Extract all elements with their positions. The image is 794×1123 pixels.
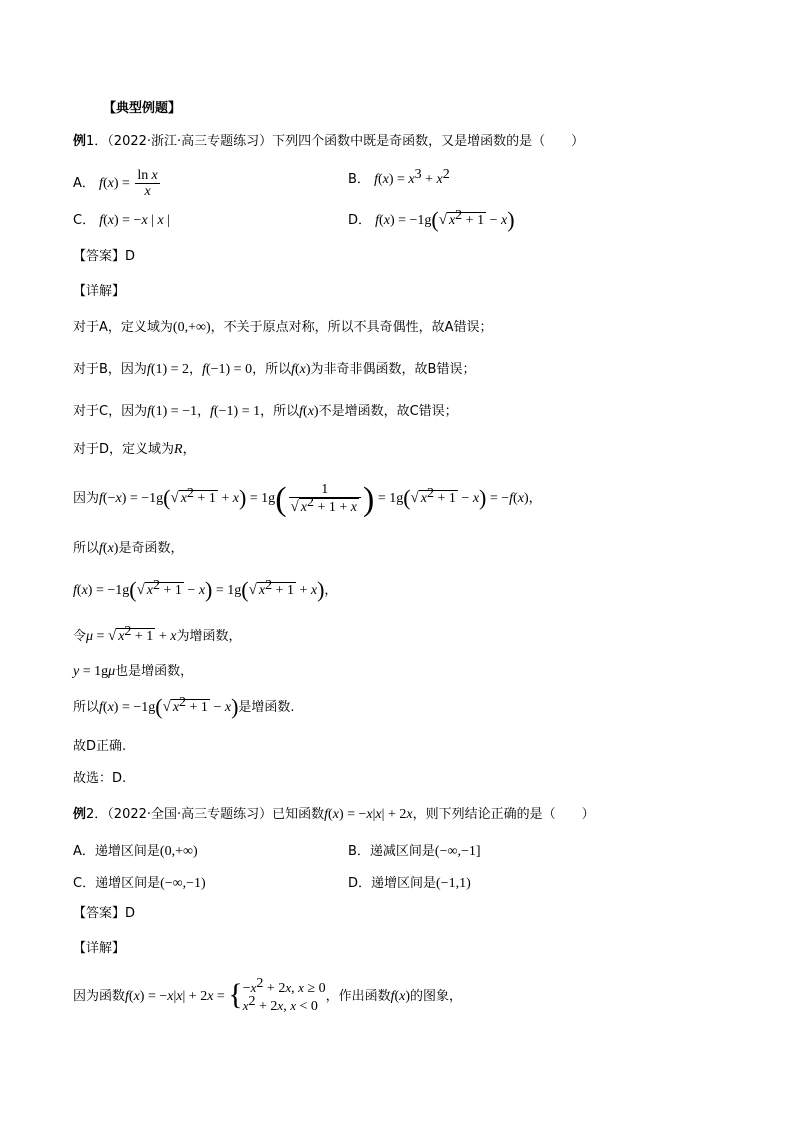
answer-label-2: 【答案】D: [73, 906, 136, 921]
option-c: C． f(x) = −x | x |: [73, 213, 171, 228]
ex2-option-d: D．递增区间是(−1,1): [348, 876, 471, 891]
piecewise-line: 因为函数f(x) = −x|x| + 2x = { $-x^2 + 2x$, x ≥ 0 $x^2 + 2x$, x < 0 ，作出函数f(x)的图象，: [73, 975, 463, 1014]
y-lg-mu-line: y = 1gμ也是增函数，: [73, 664, 194, 679]
ex2-option-b: B．递减区间是(−∞,−1]: [348, 844, 481, 859]
detail-line-a: 对于A，定义域为(0,+∞)，不关于原点对称，所以不具奇偶性，故A错误；: [73, 320, 493, 335]
answer-label-1: 【答案】D: [73, 249, 136, 264]
detail-label-2: 【详解】: [73, 941, 126, 956]
option-b: B． $f(x) = x^3 + x^2$: [348, 167, 450, 187]
odd-proof-line: 因为f(−x) = −1g(√ $x^2 + 1 + x) = 1g$( $\frac{1}{√ x^2 + 1 + x}$ ) = 1g(√ $x^2 + 1 - x) = -f(x)$，: [73, 481, 542, 518]
detail-line-c: 对于C，因为f(1) = −1，f(−1) = 1，所以f(x)不是增函数，故C错误；: [73, 404, 458, 419]
so-odd-line: 所以f(x)是奇函数，: [73, 541, 184, 556]
detail-line-d: 对于D，定义域为R，: [73, 442, 196, 457]
so-increasing-line: 所以f(x) = −1g(√ $x^2 + 1 - x$)是增函数.: [73, 694, 295, 719]
ex2-option-a: A．递增区间是(0,+∞): [73, 844, 198, 859]
example-1-stem: 例1．（2022·浙江·高三专题练习）下列四个函数中既是奇函数，又是增函数的是（ ）: [73, 134, 585, 149]
option-a: A． f(x) = $\frac{\text{ln x}}{x}$: [73, 168, 158, 199]
therefore-line: 故D正确.: [73, 739, 127, 754]
ex2-option-c: C．递增区间是(−∞,−1): [73, 876, 206, 891]
choose-line-1: 故选：D.: [73, 771, 127, 786]
option-d: D． f(x) = −1g(√ $x^2 + 1 - x$): [348, 207, 515, 232]
example-2-stem: 例2．（2022·全国·高三专题练习）已知函数f(x) = −x|x| + 2x，则下列结论正确的是（ ）: [73, 807, 595, 822]
section-heading: 【典型例题】: [103, 101, 182, 116]
detail-line-b: 对于B，因为f(1) = 2，f(−1) = 0，所以f(x)为非奇非偶函数，故B错误；: [73, 362, 476, 377]
let-mu-line: 令μ = √ $x^2 + 1 + x$为增函数，: [73, 624, 242, 644]
detail-label-1: 【详解】: [73, 284, 126, 299]
fx-equation-line: f(x) = −1g(√ $x^2 + 1 - x) = 1g(√$ $x^2 + 1 + x$)，: [73, 577, 338, 602]
